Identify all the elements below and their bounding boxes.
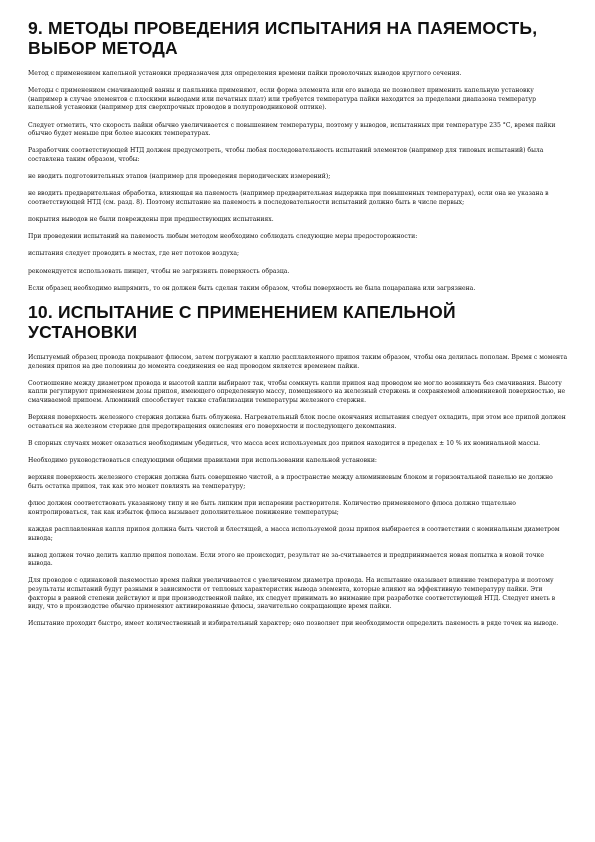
paragraph: не вводить предварительная обработка, влияющая на паяемость (например предварительная выдержка при повышенных температурах), если она не указана в соответствующей НТД (см. разд. 8). Поэтому испытание на паяемость в последовательности испытаний должно быть в числе первых;	[28, 190, 549, 206]
paragraph: Испытание проходит быстро, имеет количественный и избирательный характер; оно позволяет при необходимости определить паяемость в ряде точек на выводе.	[28, 620, 559, 628]
section-10-body	[28, 354, 568, 629]
paragraph: В спорных случаях может оказаться необходимым убедиться, что масса всех используемых доз припоя находится в пределах ± 10 % их номинальной массы.	[28, 439, 541, 447]
paragraph: рекомендуется использовать пинцет, чтобы не загрязнять поверхность образца.	[28, 267, 290, 275]
section-9-body	[28, 70, 568, 293]
document-page	[28, 18, 568, 638]
paragraph: Соотношение между диаметром провода и высотой капли выбирают так, чтобы сомкнуть капли припоя над проводом не могло возникнуть без смачивания. Высоту капли регулируют применением дозы припоя, имеющего определенную массу, помещенного на железный стержень и сохраняемой алюминиевой поверхностью, не смачиваемой припоем. Алюминий способствует также стабилизации температуры железного стержня.	[28, 379, 566, 404]
paragraph: испытания следует проводить в местах, где нет потоков воздуха;	[28, 250, 240, 258]
section-9-title: 9. МЕТОДЫ ПРОВЕДЕНИЯ ИСПЫТАНИЯ НА ПАЯЕМОСТЬ, ВЫБОР МЕТОДА	[28, 18, 538, 58]
paragraph: Следует отметить, что скорость пайки обычно увеличивается с повышением температуры, поэтому у выводов, испытанных при температуре 235 °С, время пайки обычно будет меньше при более высоких температурах.	[28, 121, 556, 138]
paragraph: покрытия выводов не были повреждены при предшествующих испытаниях.	[28, 216, 274, 224]
paragraph: вывод должен точно делить каплю припоя пополам. Если этого не происходит, результат не за-считывается и предпринимается новая попытка в новой точке вывода.	[28, 551, 544, 568]
paragraph: верхняя поверхность железного стержня должна быть совершенно чистой, а в пространстве между алюминиевым блоком и горизонтальной панелью не должно быть остатка припоя, так как это может повлиять на температуру;	[28, 474, 553, 490]
paragraph: каждая расплавленная капля припоя должна быть чистой и блестящей, а масса используемой дозы припоя выбирается в соответствии с номинальным диаметром вывода;	[28, 525, 560, 542]
paragraph: Если образец необходимо выпрямить, то он должен быть сделан таким образом, чтобы поверхность не была поцарапана или загрязнена.	[28, 284, 476, 292]
section-10-title: 10. ИСПЫТАНИЕ С ПРИМЕНЕНИЕМ КАПЕЛЬНОЙ УСТАНОВКИ	[28, 302, 456, 343]
paragraph: Методы с применением смачивающей ванны и паяльника применяют, если форма элемента или его вывода не позволяет применить капельную установку (например в случае элементов с плоскими выводами или печатных плат) или требуется температура пайки находится за пределами диапазона температур капельной установки (например для сверхпрочных проводов в полупроводниковой оптике).	[28, 87, 537, 112]
paragraph: Испытуемый образец провода покрывают флюсом, затем погружают в каплю расплавленного припоя таким образом, чтобы она делилась пополам. Время с момента деления припоя на две половины до момента соединения ее над проводом является временем пайки.	[28, 354, 568, 370]
paragraph: Для проводов с одинаковой паяемостью время пайки увеличивается с увеличением диаметра провода. На испытание оказывает влияние температура и поэтому результаты испытаний будут разными в зависимости от тепловых характеристик вывода элемента, которые влияют на эффективную температуру пайки. Эти факторы в равной степени действуют и при производственной пайке, их следует принимать во внимание при разработке соответствующей НТД. Следует иметь в виду, что в производстве обычно применяют активированные флюсы, значительно сокращающие время пайки.	[28, 577, 556, 611]
paragraph: Метод с применением капельной установки предназначен для определения времени пайки проволочных выводов круглого сечения.	[28, 70, 462, 77]
paragraph: флюс должен соответствовать указанному типу и не быть липким при испарении растворителя. Количество применяемого флюса должно тщательно контролироваться, так как избыток флюса вызывает дополнительное понижение температуры;	[28, 500, 516, 516]
paragraph: Разработчик соответствующей НТД должен предусмотреть, чтобы любая последовательность испытаний элементов (например для типовых испытаний) была составлена таким образом, чтобы:	[28, 147, 544, 163]
paragraph: Необходимо руководствоваться следующими общими правилами при использовании капельной установки:	[28, 457, 377, 465]
paragraph: Верхняя поверхность железного стержня должна быть облужена. Нагревательный блок после окончания испытания следует охладить, при этом все припой должен оставаться на железном стержне для предотвращения окисления его поверхности и последующего декомпания.	[28, 414, 566, 430]
paragraph: не вводить подготовительных этапов (например для проведения периодических измерений);	[28, 173, 331, 181]
paragraph: При проведении испытаний на паяемость любым методом необходимо соблюдать следующие меры предосторожности:	[28, 233, 418, 241]
